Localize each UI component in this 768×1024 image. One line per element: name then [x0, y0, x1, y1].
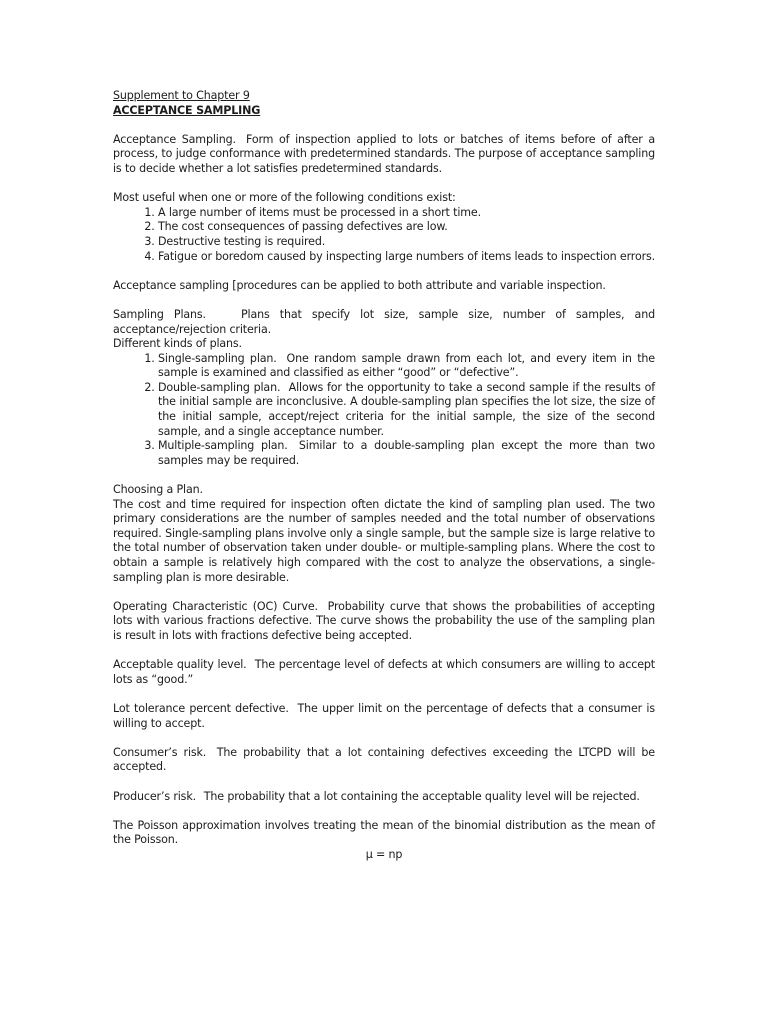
- document-page: [113, 89, 655, 862]
- ltpd-text: The upper limit on the percentage of defects that a consumer is willing to accept.: [113, 701, 655, 730]
- plans-list: [113, 352, 655, 469]
- consumer-risk-text: The probability that a lot containing defectives exceeding the LTCPD will be accepted.: [113, 745, 655, 774]
- list-item: [158, 381, 655, 439]
- oc-curve-term: Operating Characteristic (OC) Curve.: [113, 599, 318, 613]
- intro-text: Form of inspection applied to lots or batches of items before of after a process, to judge conformance with predetermined standards. The purpose of acceptance sampling is to decide whether a lot satisfies predetermined standards.: [113, 132, 656, 175]
- plan-term: Double-sampling plan.: [158, 380, 281, 394]
- list-item: 1. A large number of items must be processed in a short time.: [158, 206, 655, 221]
- ltpd-paragraph: [113, 702, 655, 731]
- aql-paragraph: [113, 658, 655, 687]
- consumer-risk-term: Consumer’s risk.: [113, 745, 207, 759]
- poisson-formula: μ = np: [365, 847, 403, 861]
- procedures-paragraph: Acceptance sampling [procedures can be applied to both attribute and variable inspection.: [113, 278, 606, 292]
- sampling-plans-term: Sampling Plans.: [113, 307, 206, 321]
- document-title: ACCEPTANCE SAMPLING: [113, 103, 261, 117]
- intro-term: Acceptance Sampling.: [113, 132, 236, 146]
- conditions-list: [113, 206, 655, 264]
- list-item: [158, 439, 655, 468]
- producer-risk-paragraph: [113, 790, 655, 805]
- oc-curve-text: Probability curve that shows the probabilities of accepting lots with various fractions defective. The curve shows the probability the use of the sampling plan is result in lots with fractions defective being accepted.: [113, 599, 655, 642]
- choosing-paragraph: The cost and time required for inspection often dictate the kind of sampling plan used. The two primary considerations are the number of samples needed and the total number of observations required. Single-sampling plans involve only a single sample, but the sample size is large relative to the total number of observation taken under double- or multiple-sampling plans. Where the cost to obtain a sample is relatively high compared with the cost to analyze the observations, a single-sampling plan is more desirable.: [113, 497, 655, 584]
- plan-text: Similar to a double-sampling plan except the more than two samples may be required.: [158, 439, 655, 467]
- plan-text: One random sample drawn from each lot, and every item in the sample is examined and classified as either “good” or “defective”.: [158, 351, 655, 380]
- consumer-risk-paragraph: [113, 746, 655, 775]
- poisson-paragraph: The Poisson approximation involves treating the mean of the binomial distribution as the mean of the Poisson.: [113, 818, 655, 847]
- aql-term: Acceptable quality level.: [113, 658, 247, 672]
- list-item: [158, 352, 655, 381]
- plans-kinds-lead: Different kinds of plans.: [113, 337, 242, 351]
- list-item: 2. The cost consequences of passing defectives are low.: [158, 220, 655, 235]
- plan-term: Single-sampling plan.: [158, 351, 277, 365]
- intro-paragraph: [113, 133, 655, 177]
- sampling-plans-paragraph: [113, 308, 655, 337]
- choosing-heading: Choosing a Plan.: [113, 483, 203, 497]
- aql-text: The percentage level of defects at which consumers are willing to accept lots as “good.”: [113, 658, 655, 686]
- document-header: [113, 89, 655, 118]
- conditions-lead: Most useful when one or more of the following conditions exist:: [113, 191, 456, 205]
- producer-risk-text: The probability that a lot containing the acceptable quality level will be rejected.: [203, 789, 640, 803]
- ltpd-term: Lot tolerance percent defective.: [113, 701, 289, 715]
- list-item: 3. Destructive testing is required.: [158, 235, 655, 250]
- spacer: [113, 118, 655, 133]
- producer-risk-term: Producer’s risk.: [113, 789, 196, 803]
- plan-text: Allows for the opportunity to take a second sample if the results of the initial sample are inconclusive. A double-sampling plan specifies the lot size, the size of the initial sample, accept/reject criteria for the initial sample, the size of the second sample, and a single acceptance number.: [158, 380, 655, 438]
- oc-curve-paragraph: [113, 600, 655, 644]
- sampling-plans-text: Plans that specify lot size, sample size, number of samples, and acceptance/rejection criteria.: [113, 307, 655, 336]
- plan-term: Multiple-sampling plan.: [158, 439, 288, 453]
- list-item: 4. Fatigue or boredom caused by inspecting large numbers of items leads to inspection errors.: [158, 250, 655, 265]
- chapter-supplement: Supplement to Chapter 9: [113, 89, 250, 102]
